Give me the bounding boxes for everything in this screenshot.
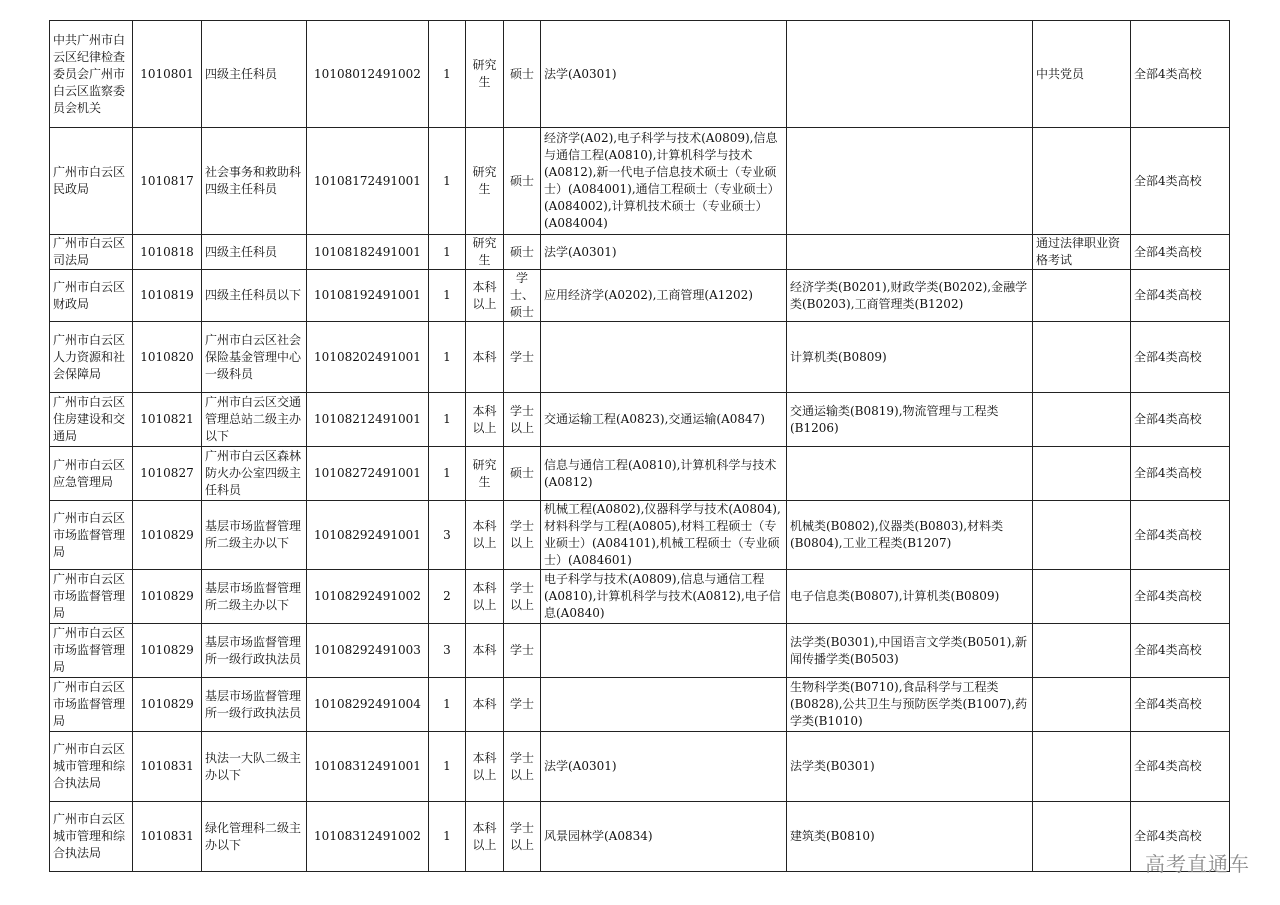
position-name-cell: 四级主任科员: [202, 21, 307, 128]
other-requirement-cell: [1033, 393, 1131, 447]
department-code-cell: 1010831: [133, 802, 202, 872]
headcount-cell: 1: [429, 447, 466, 501]
education-cell: 本科: [466, 678, 504, 732]
table-row: [50, 235, 1230, 270]
position-number-cell: 10108172491001: [307, 128, 429, 235]
table-row: [50, 678, 1230, 732]
position-name-cell: 四级主任科员以下: [202, 270, 307, 322]
table-row: [50, 732, 1230, 802]
graduate-major-cell: 信息与通信工程(A0810),计算机科学与技术(A0812): [541, 447, 787, 501]
school-type-cell: 全部4类高校: [1131, 802, 1230, 872]
undergraduate-major-cell: [787, 128, 1033, 235]
headcount-cell: 1: [429, 802, 466, 872]
education-cell: 本科: [466, 624, 504, 678]
department-code-cell: 1010829: [133, 501, 202, 570]
department-code-cell: 1010827: [133, 447, 202, 501]
education-cell: 本科以上: [466, 570, 504, 624]
department-cell: 广州市白云区市场监督管理局: [50, 501, 133, 570]
other-requirement-cell: 通过法律职业资格考试: [1033, 235, 1131, 270]
education-cell: 研究生: [466, 21, 504, 128]
school-type-cell: 全部4类高校: [1131, 128, 1230, 235]
other-requirement-cell: [1033, 732, 1131, 802]
other-requirement-cell: [1033, 128, 1131, 235]
department-cell: 广州市白云区人力资源和社会保障局: [50, 322, 133, 393]
other-requirement-cell: [1033, 624, 1131, 678]
table-row: [50, 501, 1230, 570]
department-cell: 广州市白云区城市管理和综合执法局: [50, 802, 133, 872]
education-cell: 本科以上: [466, 393, 504, 447]
undergraduate-major-cell: 生物科学类(B0710),食品科学与工程类(B0828),公共卫生与预防医学类(B1007),药学类(B1010): [787, 678, 1033, 732]
department-code-cell: 1010818: [133, 235, 202, 270]
position-number-cell: 10108292491003: [307, 624, 429, 678]
degree-cell: 学士: [504, 678, 541, 732]
degree-cell: 学士以上: [504, 732, 541, 802]
degree-cell: 学士以上: [504, 802, 541, 872]
graduate-major-cell: 经济学(A02),电子科学与技术(A0809),信息与通信工程(A0810),计算机科学与技术(A0812),新一代电子信息技术硕士（专业硕士）(A084001),通信工程硕士（专业硕士）(A084002),计算机技术硕士（专业硕士）(A084004): [541, 128, 787, 235]
other-requirement-cell: [1033, 322, 1131, 393]
degree-cell: 学士、硕士: [504, 270, 541, 322]
headcount-cell: 1: [429, 128, 466, 235]
undergraduate-major-cell: 法学类(B0301),中国语言文学类(B0501),新闻传播学类(B0503): [787, 624, 1033, 678]
headcount-cell: 1: [429, 322, 466, 393]
headcount-cell: 1: [429, 270, 466, 322]
undergraduate-major-cell: 交通运输类(B0819),物流管理与工程类(B1206): [787, 393, 1033, 447]
headcount-cell: 1: [429, 678, 466, 732]
position-name-cell: 广州市白云区交通管理总站二级主办以下: [202, 393, 307, 447]
undergraduate-major-cell: 法学类(B0301): [787, 732, 1033, 802]
position-name-cell: 绿化管理科二级主办以下: [202, 802, 307, 872]
school-type-cell: 全部4类高校: [1131, 270, 1230, 322]
department-cell: 广州市白云区财政局: [50, 270, 133, 322]
department-code-cell: 1010819: [133, 270, 202, 322]
education-cell: 研究生: [466, 235, 504, 270]
positions-table: [49, 20, 1230, 872]
headcount-cell: 3: [429, 501, 466, 570]
other-requirement-cell: [1033, 678, 1131, 732]
headcount-cell: 3: [429, 624, 466, 678]
position-name-cell: 基层市场监督管理所一级行政执法员: [202, 624, 307, 678]
department-code-cell: 1010831: [133, 732, 202, 802]
other-requirement-cell: [1033, 570, 1131, 624]
degree-cell: 硕士: [504, 447, 541, 501]
position-number-cell: 10108272491001: [307, 447, 429, 501]
table-row: [50, 802, 1230, 872]
other-requirement-cell: [1033, 802, 1131, 872]
school-type-cell: 全部4类高校: [1131, 21, 1230, 128]
table-row: [50, 322, 1230, 393]
department-cell: 广州市白云区司法局: [50, 235, 133, 270]
school-type-cell: 全部4类高校: [1131, 732, 1230, 802]
graduate-major-cell: [541, 322, 787, 393]
department-code-cell: 1010829: [133, 624, 202, 678]
watermark: 高考直通车: [1145, 852, 1250, 876]
position-number-cell: 10108292491001: [307, 501, 429, 570]
degree-cell: 学士以上: [504, 393, 541, 447]
degree-cell: 硕士: [504, 235, 541, 270]
degree-cell: 学士: [504, 624, 541, 678]
position-name-cell: 基层市场监督管理所一级行政执法员: [202, 678, 307, 732]
undergraduate-major-cell: [787, 447, 1033, 501]
degree-cell: 学士以上: [504, 501, 541, 570]
position-number-cell: 10108182491001: [307, 235, 429, 270]
department-code-cell: 1010817: [133, 128, 202, 235]
graduate-major-cell: 交通运输工程(A0823),交通运输(A0847): [541, 393, 787, 447]
department-cell: 广州市白云区应急管理局: [50, 447, 133, 501]
table-row: [50, 447, 1230, 501]
department-cell: 广州市白云区市场监督管理局: [50, 678, 133, 732]
positions-table-body: [50, 21, 1230, 872]
position-name-cell: 广州市白云区森林防火办公室四级主任科员: [202, 447, 307, 501]
graduate-major-cell: [541, 624, 787, 678]
graduate-major-cell: [541, 678, 787, 732]
department-cell: 广州市白云区民政局: [50, 128, 133, 235]
school-type-cell: 全部4类高校: [1131, 322, 1230, 393]
undergraduate-major-cell: [787, 21, 1033, 128]
education-cell: 本科以上: [466, 732, 504, 802]
headcount-cell: 1: [429, 393, 466, 447]
school-type-cell: 全部4类高校: [1131, 678, 1230, 732]
other-requirement-cell: [1033, 501, 1131, 570]
graduate-major-cell: 法学(A0301): [541, 21, 787, 128]
undergraduate-major-cell: [787, 235, 1033, 270]
table-row: [50, 21, 1230, 128]
position-number-cell: 10108292491002: [307, 570, 429, 624]
position-number-cell: 10108202491001: [307, 322, 429, 393]
undergraduate-major-cell: 建筑类(B0810): [787, 802, 1033, 872]
other-requirement-cell: [1033, 447, 1131, 501]
position-number-cell: 10108292491004: [307, 678, 429, 732]
position-name-cell: 广州市白云区社会保险基金管理中心一级科员: [202, 322, 307, 393]
graduate-major-cell: 风景园林学(A0834): [541, 802, 787, 872]
position-number-cell: 10108012491002: [307, 21, 429, 128]
graduate-major-cell: 法学(A0301): [541, 732, 787, 802]
school-type-cell: 全部4类高校: [1131, 235, 1230, 270]
education-cell: 本科以上: [466, 501, 504, 570]
school-type-cell: 全部4类高校: [1131, 393, 1230, 447]
department-cell: 广州市白云区市场监督管理局: [50, 624, 133, 678]
position-number-cell: 10108212491001: [307, 393, 429, 447]
department-code-cell: 1010801: [133, 21, 202, 128]
table-row: [50, 624, 1230, 678]
school-type-cell: 全部4类高校: [1131, 501, 1230, 570]
position-number-cell: 10108312491001: [307, 732, 429, 802]
other-requirement-cell: 中共党员: [1033, 21, 1131, 128]
degree-cell: 硕士: [504, 21, 541, 128]
headcount-cell: 1: [429, 235, 466, 270]
education-cell: 本科以上: [466, 270, 504, 322]
school-type-cell: 全部4类高校: [1131, 624, 1230, 678]
undergraduate-major-cell: 计算机类(B0809): [787, 322, 1033, 393]
table-row: [50, 570, 1230, 624]
education-cell: 研究生: [466, 128, 504, 235]
graduate-major-cell: 机械工程(A0802),仪器科学与技术(A0804),材料科学与工程(A0805),材料工程硕士（专业硕士）(A084101),机械工程硕士（专业硕士）(A084601): [541, 501, 787, 570]
department-code-cell: 1010820: [133, 322, 202, 393]
degree-cell: 学士以上: [504, 570, 541, 624]
headcount-cell: 1: [429, 732, 466, 802]
degree-cell: 学士: [504, 322, 541, 393]
position-name-cell: 基层市场监督管理所二级主办以下: [202, 570, 307, 624]
school-type-cell: 全部4类高校: [1131, 570, 1230, 624]
education-cell: 本科以上: [466, 802, 504, 872]
department-code-cell: 1010829: [133, 678, 202, 732]
headcount-cell: 2: [429, 570, 466, 624]
school-type-cell: 全部4类高校: [1131, 447, 1230, 501]
position-name-cell: 执法一大队二级主办以下: [202, 732, 307, 802]
graduate-major-cell: 电子科学与技术(A0809),信息与通信工程(A0810),计算机科学与技术(A0812),电子信息(A0840): [541, 570, 787, 624]
undergraduate-major-cell: 经济学类(B0201),财政学类(B0202),金融学类(B0203),工商管理类(B1202): [787, 270, 1033, 322]
department-cell: 广州市白云区住房建设和交通局: [50, 393, 133, 447]
education-cell: 本科: [466, 322, 504, 393]
position-name-cell: 社会事务和救助科四级主任科员: [202, 128, 307, 235]
department-cell: 广州市白云区市场监督管理局: [50, 570, 133, 624]
other-requirement-cell: [1033, 270, 1131, 322]
graduate-major-cell: 法学(A0301): [541, 235, 787, 270]
table-row: [50, 393, 1230, 447]
position-number-cell: 10108192491001: [307, 270, 429, 322]
position-name-cell: 基层市场监督管理所二级主办以下: [202, 501, 307, 570]
undergraduate-major-cell: 电子信息类(B0807),计算机类(B0809): [787, 570, 1033, 624]
undergraduate-major-cell: 机械类(B0802),仪器类(B0803),材料类(B0804),工业工程类(B1207): [787, 501, 1033, 570]
degree-cell: 硕士: [504, 128, 541, 235]
position-number-cell: 10108312491002: [307, 802, 429, 872]
department-code-cell: 1010821: [133, 393, 202, 447]
department-cell: 广州市白云区城市管理和综合执法局: [50, 732, 133, 802]
headcount-cell: 1: [429, 21, 466, 128]
table-row: [50, 270, 1230, 322]
department-code-cell: 1010829: [133, 570, 202, 624]
education-cell: 研究生: [466, 447, 504, 501]
graduate-major-cell: 应用经济学(A0202),工商管理(A1202): [541, 270, 787, 322]
table-row: [50, 128, 1230, 235]
department-cell: 中共广州市白云区纪律检查委员会广州市白云区监察委员会机关: [50, 21, 133, 128]
position-name-cell: 四级主任科员: [202, 235, 307, 270]
